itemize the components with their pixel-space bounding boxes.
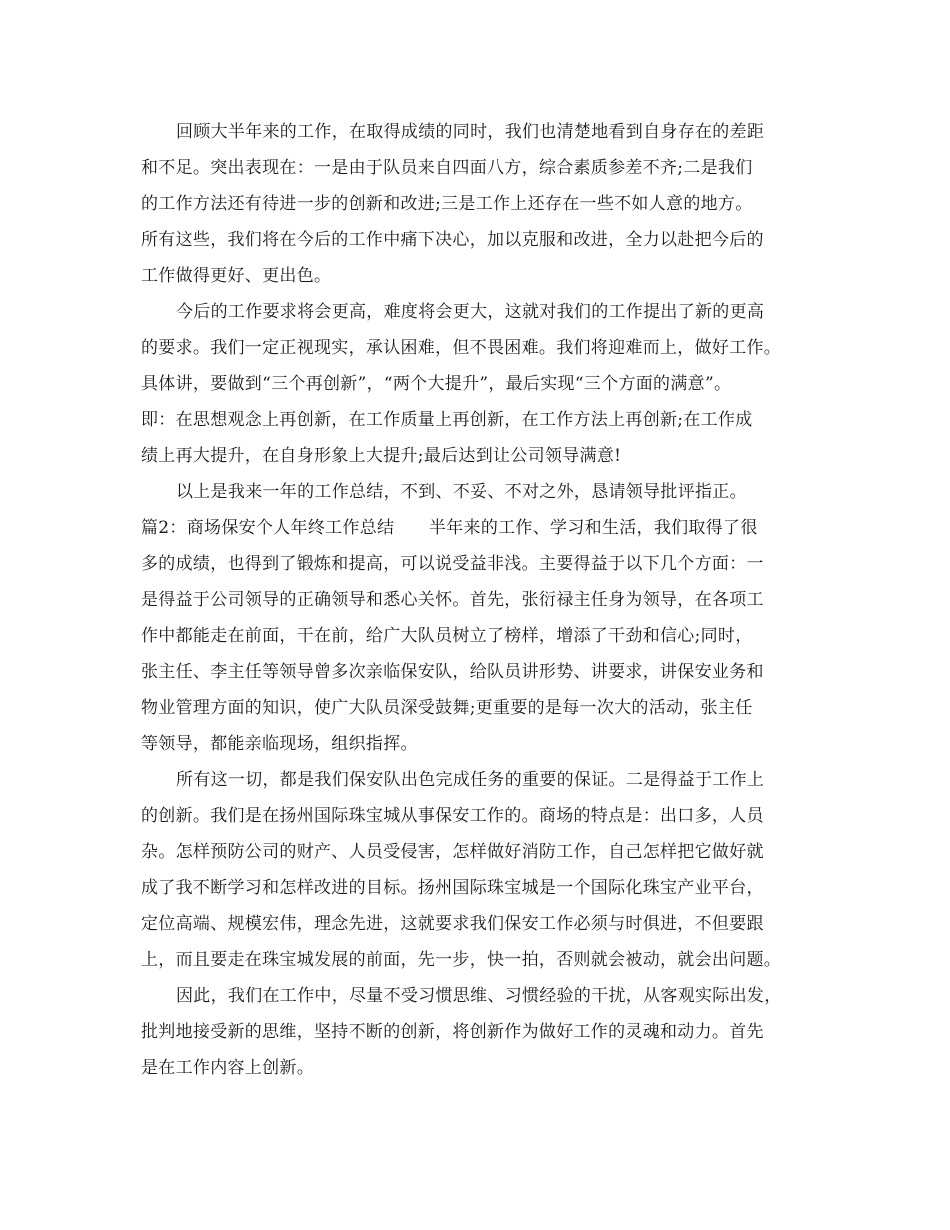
text-line: 工作做得更好、更出色。 xyxy=(141,266,332,286)
text-line: 的工作方法还有待进一步的创新和改进;三是工作上还存在一些不如人意的地方。 xyxy=(141,194,753,214)
text-line: 等领导，都能亲临现场，组织指挥。 xyxy=(141,734,418,754)
text-line: 回顾大半年来的工作，在取得成绩的同时，我们也清楚地看到自身存在的差距 xyxy=(176,122,765,142)
text-line: 物业管理方面的知识，使广大队员深受鼓舞;更重要的是每一次大的活动，张主任 xyxy=(141,698,753,718)
text-line: 多的成绩，也得到了锻炼和提高，可以说受益非浅。主要得益于以下几个方面：一 xyxy=(141,554,764,574)
text-line: 所有这一切，都是我们保安队出色完成任务的重要的保证。二是得益于工作上 xyxy=(176,770,765,790)
text-line: 批判地接受新的思维，坚持不断的创新，将创新作为做好工作的灵魂和动力。首先 xyxy=(141,1022,764,1042)
text-line: 绩上再大提升，在自身形象上大提升;最后达到让公司领导满意! xyxy=(141,446,622,466)
text-line: 杂。怎样预防公司的财产、人员受侵害，怎样做好消防工作，自己怎样把它做好就 xyxy=(141,842,764,862)
text-line: 是在工作内容上创新。 xyxy=(141,1058,314,1078)
text-line: 的要求。我们一定正视现实，承认困难，但不畏困难。我们将迎难而上，做好工作。 xyxy=(141,338,782,358)
text-line: 作中都能走在前面，干在前，给广大队员树立了榜样，增添了干劲和信心;同时， xyxy=(141,626,753,646)
text-line: 上，而且要走在珠宝城发展的前面，先一步，快一拍，否则就会被动，就会出问题。 xyxy=(141,950,782,970)
text-line: 张主任、李主任等领导曾多次亲临保安队，给队员讲形势、讲要求，讲保安业务和 xyxy=(141,662,764,682)
text-line: 定位高端、规模宏伟，理念先进，这就要求我们保安工作必须与时俱进，不但要跟 xyxy=(141,914,764,934)
text-line: 具体讲，要做到“三个再创新”，“两个大提升”，最后实现“三个方面的满意”。 xyxy=(141,374,732,394)
text-line: 和不足。突出表现在：一是由于队员来自四面八方，综合素质参差不齐;二是我们 xyxy=(141,158,753,178)
text-line: 成了我不断学习和怎样改进的目标。扬州国际珠宝城是一个国际化珠宝产业平台， xyxy=(141,878,764,898)
text-line: 的创新。我们是在扬州国际珠宝城从事保安工作的。商场的特点是：出口多，人员 xyxy=(141,806,764,826)
text-line: 以上是我来一年的工作总结，不到、不妥、不对之外，恳请领导批评指正。 xyxy=(176,482,747,502)
text-line: 所有这些，我们将在今后的工作中痛下决心，加以克服和改进，全力以赴把今后的 xyxy=(141,230,764,250)
text-line: 即：在思想观念上再创新，在工作质量上再创新，在工作方法上再创新;在工作成 xyxy=(141,410,753,430)
section-heading-line: 篇2：商场保安个人年终工作总结 半年来的工作、学习和生活，我们取得了很 xyxy=(141,518,758,538)
text-line: 今后的工作要求将会更高，难度将会更大，这就对我们的工作提出了新的更高 xyxy=(176,302,765,322)
text-line: 因此，我们在工作中，尽量不受习惯思维、习惯经验的干扰，从客观实际出发， xyxy=(176,986,782,1006)
text-line: 是得益于公司领导的正确领导和悉心关怀。首先，张衍禄主任身为领导，在各项工 xyxy=(141,590,764,610)
